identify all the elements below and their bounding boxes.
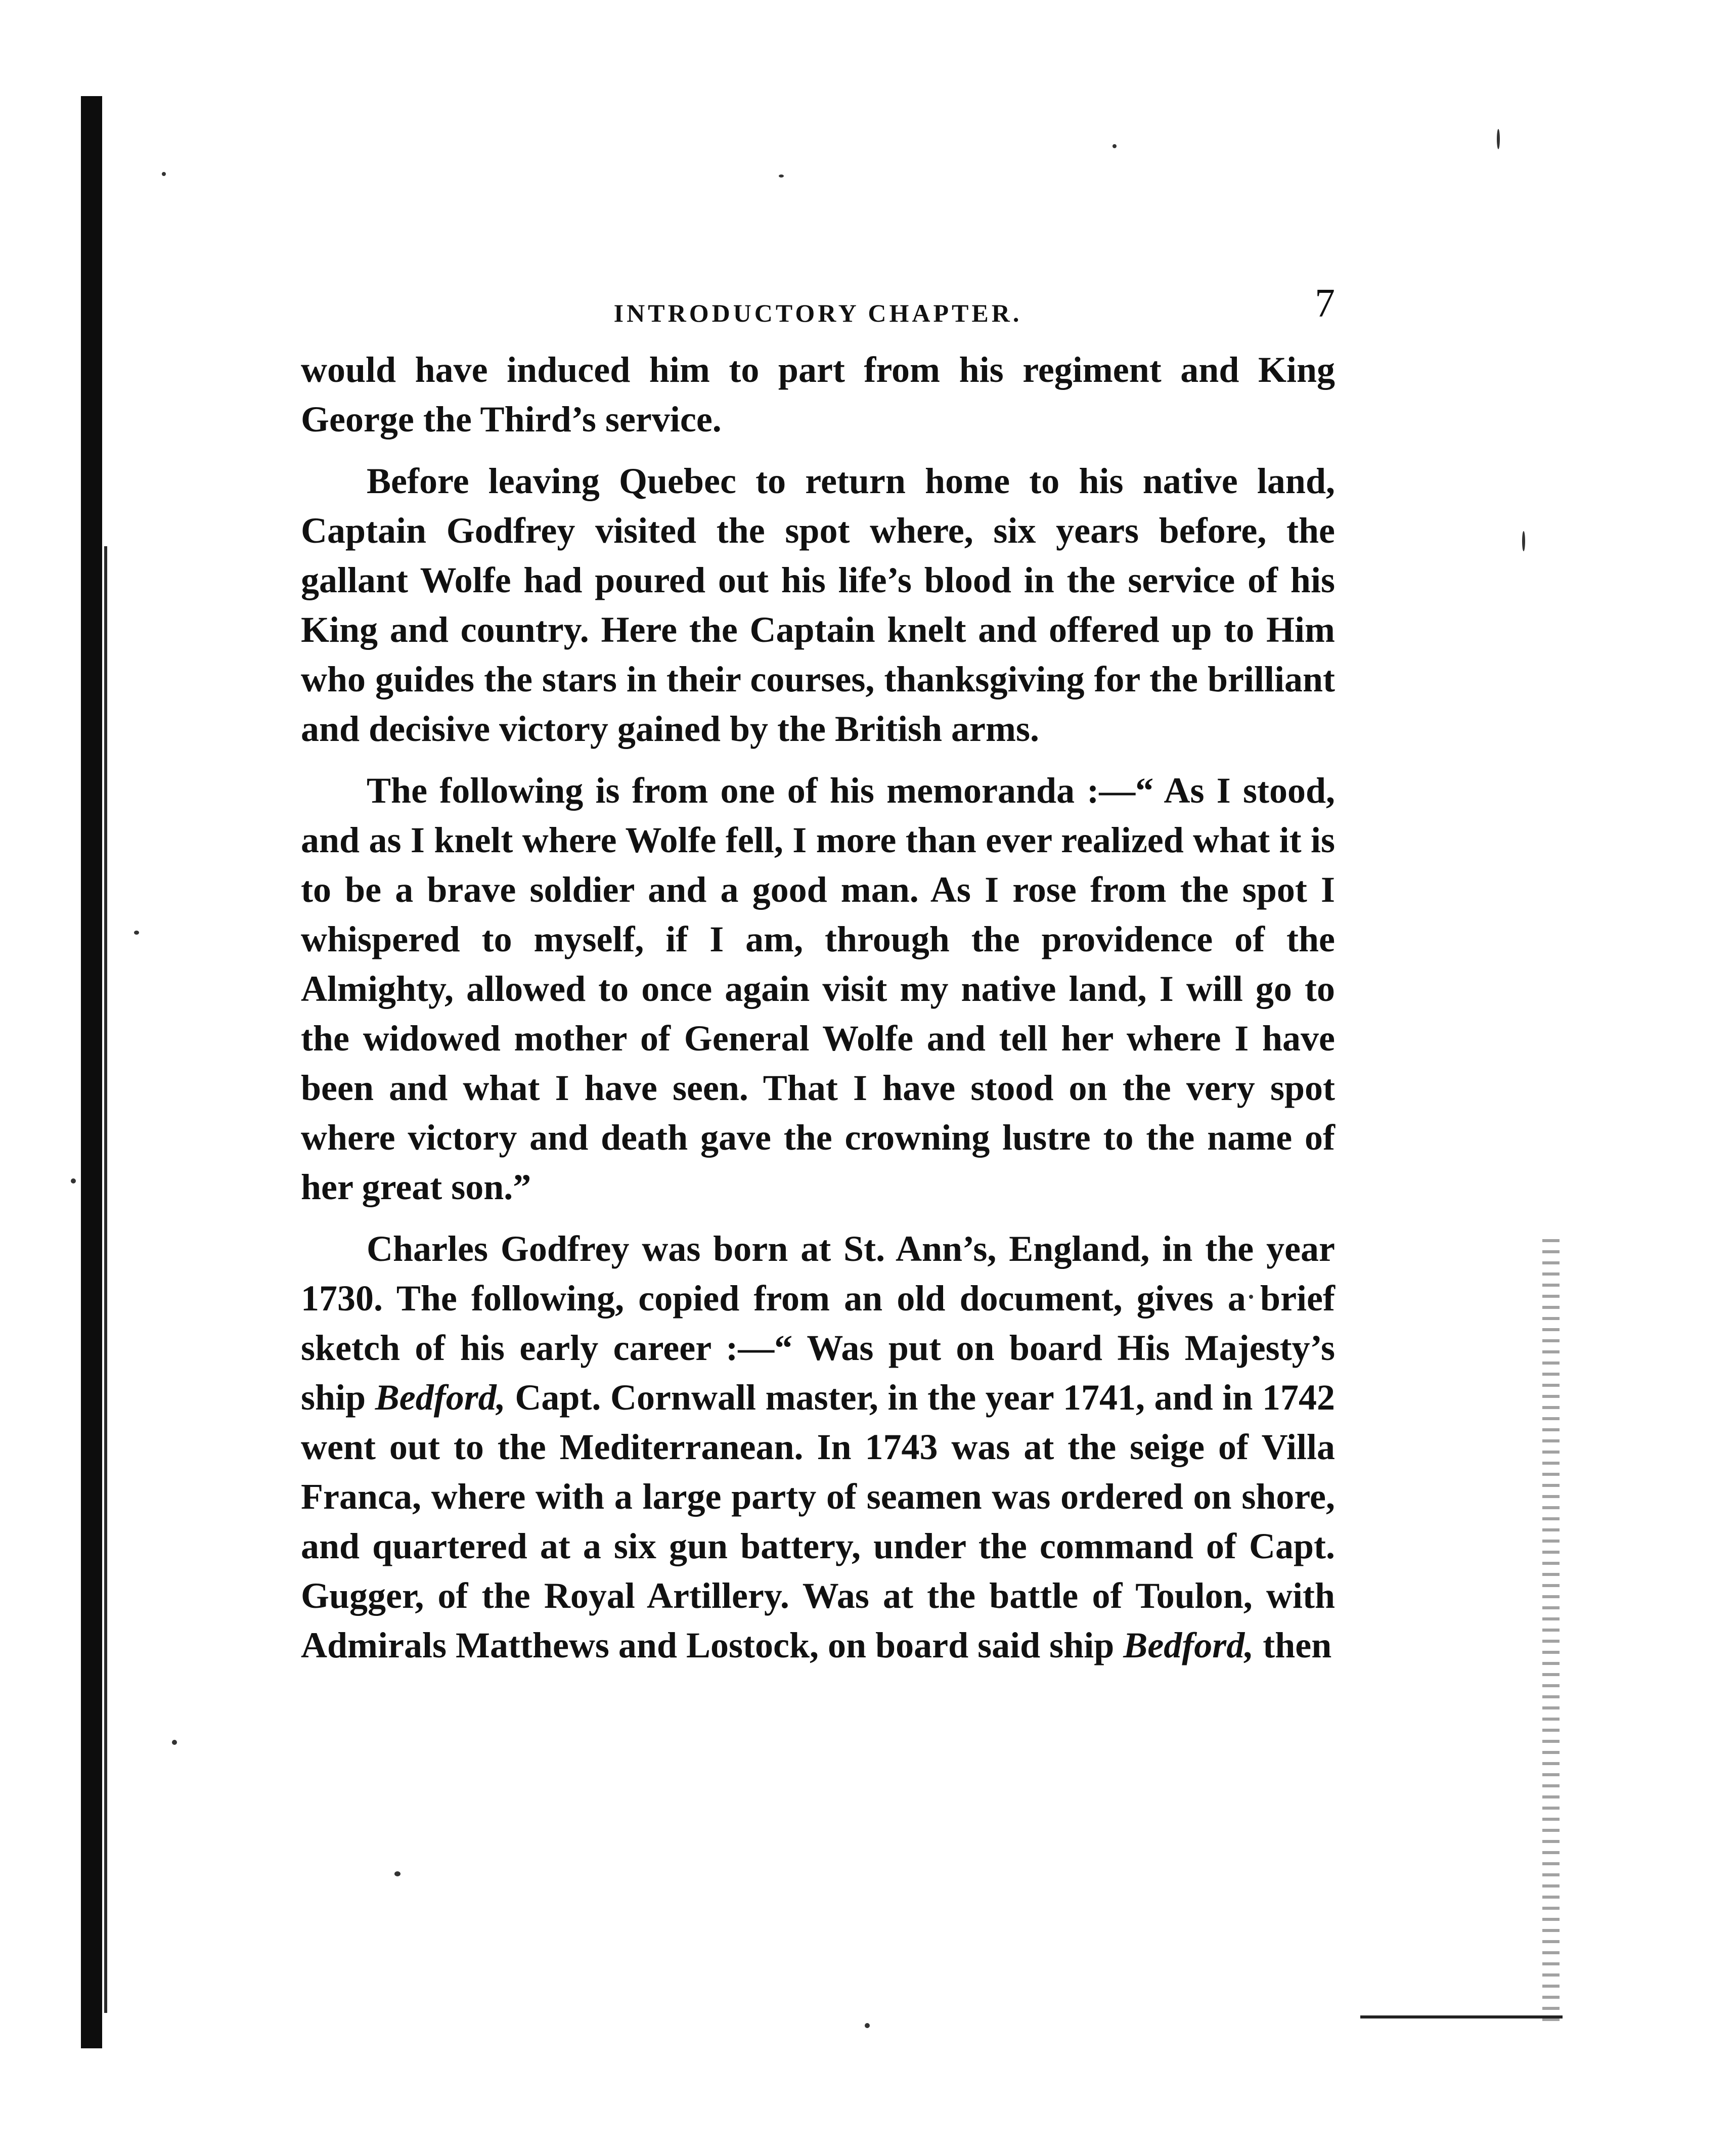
scan-page-edge (1542, 1239, 1560, 2028)
paragraph-3 (301, 766, 1335, 1212)
ship-name-italic: Bedford, (1123, 1625, 1254, 1665)
scan-speck (865, 2023, 870, 2028)
scan-speck (779, 174, 784, 178)
running-header (301, 283, 1335, 339)
scan-speck (1522, 531, 1525, 551)
running-title: INTRODUCTORY CHAPTER. (613, 299, 1022, 327)
scan-speck (162, 172, 166, 176)
body-text (301, 345, 1335, 1670)
scan-speck (134, 931, 139, 935)
text-run: The following is from one of his memoranda :—“ As I stood, and as I knelt where Wolfe fell, I more than ever realized what it is to be a brave soldier and a good man. As I rose from the spot I whispered to myself, if I am, through the providence of the Almighty, allowed to once again visit my native land, I will go to the widowed mother of General Wolfe and tell her where I have been and what I have seen. That I have stood on the very spot where victory and death gave the crowning lustre to the name of her great son.” (301, 770, 1335, 1207)
text-run: Capt. Cornwall master, in the year 1741, and in 1742 went out to the Mediterranean. In 1743 was at the seige of Villa Franca, where with a large party of seamen was ordered on shore, and quartered at a six gun battery, under the command of Capt. Gugger, of the Royal Artillery. Was at the battle of Toulon, with Admirals Matthews and Lostock, on board said ship (301, 1377, 1336, 1665)
text-run: would have induced him to part from his regiment and King George the Third’s service. (301, 349, 1335, 440)
ship-name-italic: Bedford, (375, 1377, 506, 1418)
scan-speck (172, 1740, 177, 1745)
text-run: then (1254, 1625, 1332, 1665)
book-page (301, 283, 1335, 1682)
text-run: Charles Godfrey was born at St. Ann’s, England, in the year 1730. The following, copied from an old document, gives a brief sketch of his early career :—“ Was put on board His Majesty’s ship (301, 1228, 1335, 1418)
paragraph-4 (301, 1224, 1335, 1670)
scan-speck (1112, 144, 1117, 148)
scan-bottom-rule (1360, 2015, 1563, 2018)
scan-binding-shadow (81, 96, 102, 2048)
scan-speck (1497, 129, 1500, 149)
scan-speck (71, 1178, 76, 1183)
paragraph-1 (301, 345, 1335, 444)
scan-speck (394, 1871, 400, 1876)
text-run: Before leaving Quebec to return home to his native land, Captain Godfrey visited the spot where, six years before, the gallant Wolfe had poured out his life’s blood in the service of his King and country. Here the Captain knelt and offered up to Him who guides the stars in their courses, thanksgiving for the brilliant and decisive victory gained by the British arms. (301, 461, 1335, 749)
page-number: 7 (1315, 281, 1335, 326)
scan-binding-edge (104, 546, 107, 2013)
paragraph-2 (301, 456, 1335, 754)
